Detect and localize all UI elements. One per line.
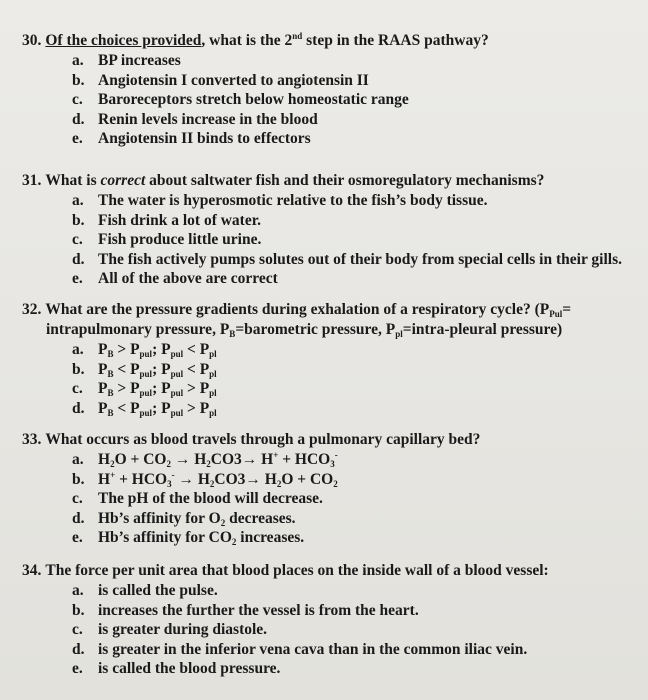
question-30-stem: 30. Of the choices provided, what is the 2nd step in the RAAS pathway?: [22, 31, 489, 49]
question-30: [22, 31, 642, 149]
question-33-stem: 33. What occurs as blood travels through a pulmonary capillary bed?: [22, 431, 481, 448]
question-32-stem-line-1: 32. What are the pressure gradients during exhalation of a respiratory cycle? ($P_{Pul}=$: [22, 301, 572, 319]
option-e[interactable]: e. Angiotensin II binds to effectors: [72, 130, 311, 147]
question-34-options: [22, 581, 642, 679]
option-c[interactable]: c. $P_B > P_{pul}$; $P_{pul} > P_{pl}$: [72, 380, 217, 398]
option-d[interactable]: d. Hb’s affinity for $O_2$ decreases.: [72, 509, 296, 528]
question-31: [22, 171, 642, 289]
option-d[interactable]: d. The fish actively pumps solutes out of their body from special cells in their gills.: [72, 250, 623, 268]
question-32: [22, 300, 642, 418]
question-32-options: [22, 340, 642, 418]
option-d[interactable]: d. is greater in the inferior vena cava than in the common iliac vein.: [72, 640, 528, 658]
option-c[interactable]: c. Fish produce little urine.: [72, 231, 262, 248]
option-e[interactable]: e. is called the blood pressure.: [72, 660, 281, 677]
option-b[interactable]: b. Fish drink a lot of water.: [72, 211, 262, 229]
question-31-options: [22, 191, 642, 289]
option-e[interactable]: e. All of the above are correct: [72, 270, 278, 287]
option-c[interactable]: c. Baroreceptors stretch below homeostatic range: [72, 91, 409, 108]
question-31-stem: 31. What is correct about saltwater fish and their osmoregulatory mechanisms?: [22, 172, 545, 189]
option-c[interactable]: c. The pH of the blood will decrease.: [72, 490, 323, 507]
option-d[interactable]: d. $P_B < P_{pul}$; $P_{pul} > P_{pl}$: [72, 399, 217, 418]
option-c[interactable]: c. is greater during diastole.: [72, 621, 268, 638]
option-a[interactable]: a. is called the pulse.: [72, 582, 218, 599]
option-a[interactable]: a. $P_B > P_{pul}$; $P_{pul} < P_{pl}$: [72, 341, 217, 359]
option-b[interactable]: b. increases the further the vessel is from the heart.: [72, 601, 419, 619]
option-b[interactable]: b. Angiotensin I converted to angiotensin II: [72, 71, 369, 89]
question-number: 30.: [22, 32, 42, 49]
option-d[interactable]: d. Renin levels increase in the blood: [72, 110, 318, 128]
question-32-stem-line-2: intrapulmonary pressure, $P_B=barometric$ pressure, $P_{pl}=intra$-pleural pressure): [46, 321, 563, 339]
option-b[interactable]: b. $H^+ + HCO_3^- \to H_2CO3\to H_2O + CO_2$: [72, 469, 338, 489]
option-e[interactable]: e. Hb’s affinity for $CO_2$ increases.: [72, 529, 305, 547]
question-33: [22, 430, 642, 548]
option-b[interactable]: b. $P_B < P_{pul}$; $P_{pul} < P_{pl}$: [72, 360, 217, 379]
stem-underlined: Of the choices provided: [45, 32, 202, 49]
option-a[interactable]: a. The water is hyperosmotic relative to the fish’s body tissue.: [72, 192, 488, 209]
question-34: [22, 561, 642, 679]
question-34-stem: 34. The force per unit area that blood places on the inside wall of a blood vessel:: [22, 562, 549, 579]
question-30-options: [22, 51, 642, 149]
option-a[interactable]: a. $H_2O + CO_2 \to H_2CO3\to H^+ + HCO_3^-$: [72, 450, 338, 469]
question-33-options: [22, 450, 642, 548]
option-a[interactable]: a. BP increases: [72, 52, 181, 69]
